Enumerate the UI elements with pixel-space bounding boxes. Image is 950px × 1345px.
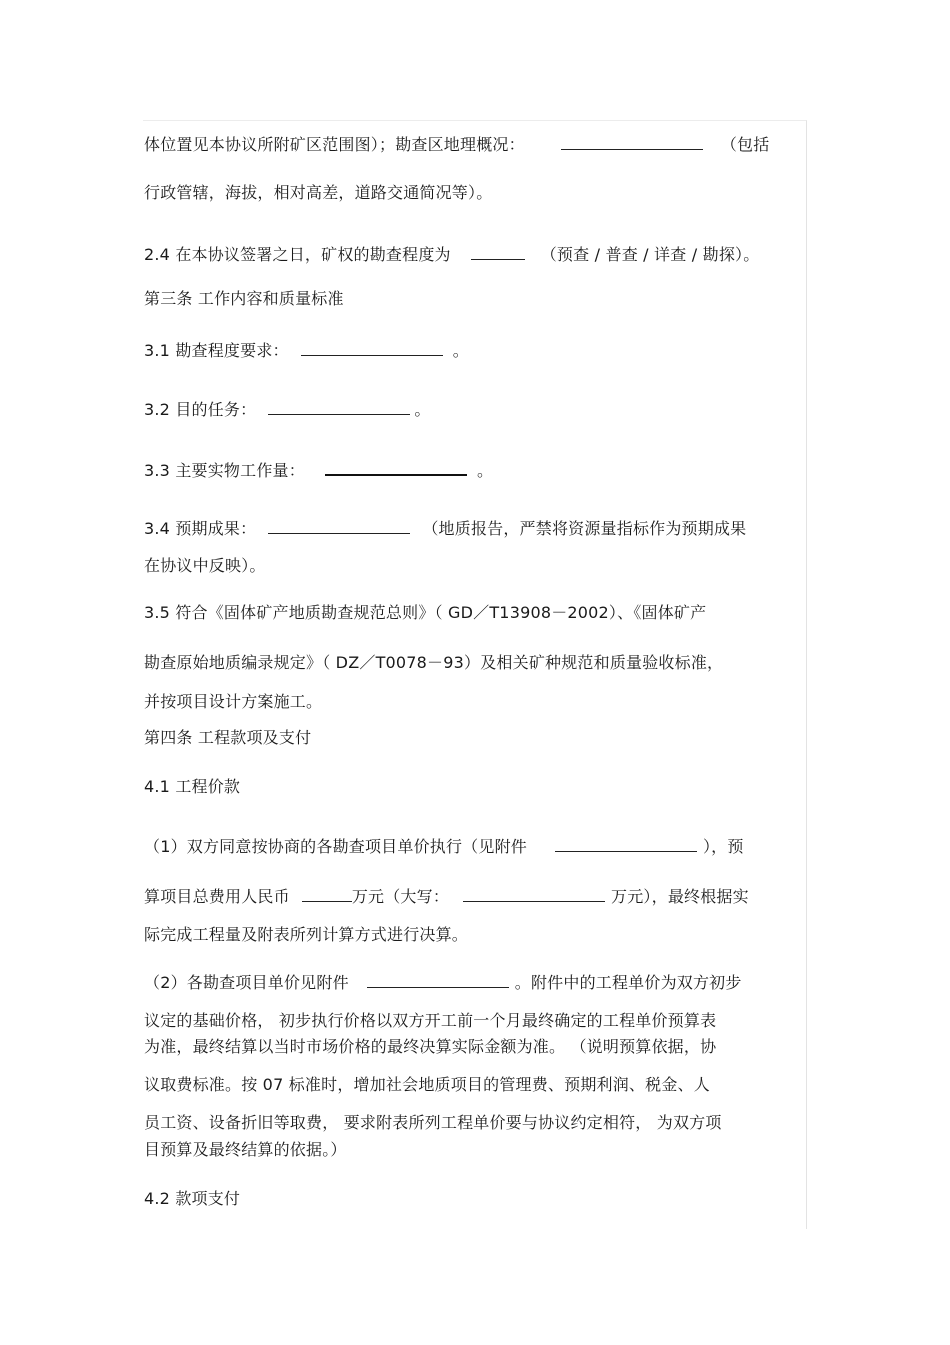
line-3 [144, 243, 759, 265]
subheading-4-2: 4.2 款项支付 [144, 1189, 241, 1208]
text: ），预 [702, 837, 744, 856]
line-2: 行政管辖，海拔，相对高差，道路交通简况等）。 [144, 183, 493, 202]
line-3-5: 3.5 符合《固体矿产地质勘查规范总则》（ GD／T13908－2002）、《固体矿产 [144, 603, 707, 622]
text: 体位置见本协议所附矿区范围图）；勘查区地理概况： [144, 135, 525, 154]
text: （1）双方同意按协商的各勘查项目单价执行（见附件 [144, 837, 527, 856]
line-3-4-cont: 在协议中反映）。 [144, 556, 266, 575]
blank-field[interactable] [367, 971, 509, 988]
section-heading-4: 第四条 工程款项及支付 [144, 728, 312, 747]
blank-field[interactable] [325, 458, 467, 476]
text: 3.1 勘查程度要求： [144, 341, 289, 360]
line-3-3 [144, 458, 493, 481]
line-4-1-1 [144, 835, 744, 857]
text: 算项目总费用人民币 [144, 887, 290, 906]
line-4-1-2 [144, 971, 742, 993]
page-frame [143, 120, 807, 1229]
text: 万元），最终根据实 [611, 887, 749, 906]
text: （包括 [720, 135, 770, 154]
line-3-4 [144, 517, 746, 539]
blank-field[interactable] [471, 243, 525, 260]
text: （预查 / 普查 / 详查 / 勘探）。 [540, 245, 760, 264]
blank-field[interactable] [268, 398, 410, 415]
blank-field[interactable] [301, 339, 443, 356]
blank-field[interactable] [561, 133, 703, 150]
line-4-1-2-cont1: 议定的基础价格， 初步执行价格以双方开工前一个月最终确定的工程单价预算表 [144, 1011, 717, 1030]
text: 2.4 在本协议签署之日，矿权的勘查程度为 [144, 245, 451, 264]
blank-field[interactable] [268, 517, 410, 534]
subheading-4-1: 4.1 工程价款 [144, 777, 241, 796]
text: 3.3 主要实物工作量： [144, 461, 305, 480]
text: 3.2 目的任务： [144, 400, 257, 419]
text: 。 [414, 400, 431, 419]
section-heading-3: 第三条 工作内容和质量标准 [144, 289, 344, 308]
line-1 [144, 133, 769, 155]
line-3-1 [144, 339, 469, 361]
text: 万元（大写： [351, 887, 450, 906]
blank-field[interactable] [302, 885, 352, 902]
text: 3.4 预期成果： [144, 519, 257, 538]
text: 。附件中的工程单价为双方初步 [514, 973, 742, 992]
line-3-5-end: 并按项目设计方案施工。 [144, 692, 323, 711]
text: 。 [476, 461, 494, 480]
text: （地质报告，严禁将资源量指标作为预期成果 [422, 519, 747, 538]
blank-field[interactable] [555, 835, 697, 852]
text: （2）各勘查项目单价见附件 [144, 973, 349, 992]
line-4-1-1-cont [144, 885, 749, 907]
line-4-1-2-end: 目预算及最终结算的依据。） [144, 1140, 347, 1159]
line-4-1-2-cont2: 为准，最终结算以当时市场价格的最终决算实际金额为准。 （说明预算依据，协 [144, 1037, 717, 1056]
line-4-1-2-cont3: 议取费标准。按 07 标准时，增加社会地质项目的管理费、预期利润、税金、人 [144, 1075, 710, 1094]
text: 。 [452, 341, 469, 360]
line-4-1-2-cont4: 员工资、设备折旧等取费， 要求附表所列工程单价要与协议约定相符， 为双方项 [144, 1113, 722, 1132]
line-3-5-cont: 勘查原始地质编录规定》（ DZ／T0078－93）及相关矿种规范和质量验收标准， [144, 653, 724, 672]
blank-field[interactable] [463, 885, 605, 902]
line-4-1-1-end: 际完成工程量及附表所列计算方式进行决算。 [144, 925, 469, 944]
line-3-2 [144, 398, 431, 420]
